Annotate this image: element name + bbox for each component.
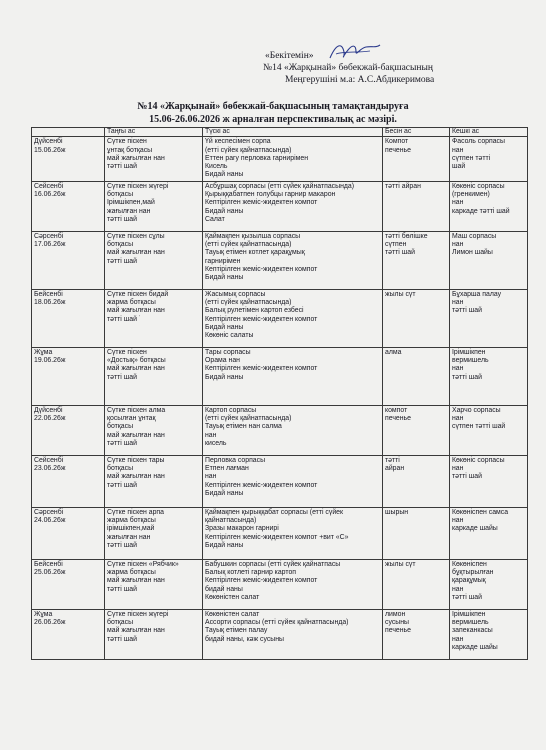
lunch-cell: Жасымық сорпасы (етті сүйек қайнатпасында) Балық рулетімен картоп езбесі Кептірілген жеміс-жидектен компот Бидай наны Көкөніс салаты <box>203 289 383 347</box>
snack-cell: шырын <box>383 507 450 559</box>
snack-cell: Компот печенье <box>383 137 450 181</box>
table-row <box>32 507 528 559</box>
breakfast-cell: Сүтке піскен бидай жарма ботқасы май жағылған нан тәтті шай ˙ <box>105 289 203 347</box>
lunch-cell: Қаймақпен қырыққабат сорпасы (етті сүйек қайнатпасында) Зразы макарон гарнирі Кептірілген жеміс-жидектен компот +вит «С» Бидай наны <box>203 507 383 559</box>
day-cell: Бейсенбі 25.06.26ж <box>32 559 105 609</box>
breakfast-cell: Сүтке піскен арпа жарма ботқасы ірімшікпен,май жағылған нан тәтті шай <box>105 507 203 559</box>
header-day <box>32 128 105 137</box>
day-cell: Сәрсенбі 24.06.26ж <box>32 507 105 559</box>
approval-block <box>255 50 434 86</box>
breakfast-cell: Сүтке піскен ұнтақ ботқасы май жағылған нан тәтті шай <box>105 137 203 181</box>
approval-line-3: Меңгерушіні м.а: А.С.Абдикеримова <box>285 75 435 85</box>
snack-cell: жылы сүт <box>383 559 450 609</box>
lunch-cell: Көкөністен салат Ассорти сорпасы (етті сүйек қайнатпасында) Тауық етімен палау бидай наны, кәж сусыны <box>203 609 383 659</box>
table-row <box>32 405 528 455</box>
lunch-cell: Асбұршақ сорпасы (етті сүйек қайнатпасында) Қырыққабатпен голубцы гарнир макарон Кептірілген жеміс-жидектен компот Бидай наны Салат <box>203 181 383 231</box>
header-breakfast: Таңғы ас <box>105 128 203 137</box>
breakfast-cell: Сүтке піскен жүгері ботқасы Ірімшікпен,май жағылған нан тәтті шай <box>105 181 203 231</box>
snack-cell: жылы сүт <box>383 289 450 347</box>
dinner-cell: Көкөніспен самса нан каркаде шайы <box>450 507 528 559</box>
snack-cell: компот печенье <box>383 405 450 455</box>
dinner-cell: Фасоль сорпасы нан сүтпен тәтті шай <box>450 137 528 181</box>
snack-cell: алма <box>383 347 450 405</box>
table-row <box>32 231 528 289</box>
document-title-line-2: 15.06-26.06.2026 ж арналған перспективалық ас мәзірі. <box>149 114 397 125</box>
breakfast-cell: Сүтке піскен тары ботқасы май жағылған нан тәтті шай <box>105 455 203 507</box>
day-cell: Жұма 19.06.26ж <box>32 347 105 405</box>
lunch-cell: Перловка сорпасы Етпен лағман нан Кептірілген жеміс-жидектен компот Бидай наны <box>203 455 383 507</box>
breakfast-cell: Сүтке піскен «Достық» ботқасы май жағылған нан тәтті шай <box>105 347 203 405</box>
breakfast-cell: Сүтке піскен сұлы ботқасы май жағылған нан тәтті шай <box>105 231 203 289</box>
day-cell: Сейсенбі 16.06.26ж <box>32 181 105 231</box>
lunch-cell: Қаймақпен қызылша сорпасы (етті сүйек қайнатпасында) Тауық етімен котлет қарақұмық гарнирімен Кептірілген жеміс-жидектен компот Бидай наны <box>203 231 383 289</box>
header-lunch: Түскі ас <box>203 128 383 137</box>
day-cell: Бейсенбі 18.06.26ж <box>32 289 105 347</box>
menu-table <box>31 127 528 660</box>
approval-line-2: №14 «Жарқынай» бөбекжай-бақшасының <box>263 63 433 73</box>
table-header-row <box>32 128 528 137</box>
dinner-cell: Бұхарша палау нан тәтті шай <box>450 289 528 347</box>
dinner-cell: Көкөніс сорпасы нан тәтті шай <box>450 455 528 507</box>
table-row <box>32 137 528 181</box>
day-cell: Сейсенбі 23.06.26ж <box>32 455 105 507</box>
lunch-cell: Бабушкин сорпасы (етті сүйек қайнатпасы Балық котлеті гарнир картоп Кептірілген жеміс-жидектен компот бидай наны Көкөністен салат <box>203 559 383 609</box>
lunch-cell: Тары сорпасы Орама нан Кептірілген жеміс-жидектен компот Бидай наны <box>203 347 383 405</box>
dinner-cell: Харчо сорпасы нан сүтпен тәтті шай <box>450 405 528 455</box>
day-cell: Дүйсенбі 15.06.26ж <box>32 137 105 181</box>
table-row <box>32 609 528 659</box>
approval-line-1: «Бекітемін» <box>265 51 314 61</box>
breakfast-cell: Сүтке піскен «Рябчик» жарма ботқасы май жағылған нан тәтті шай <box>105 559 203 609</box>
document-title-line-1: №14 «Жарқынай» бөбекжай-бақшасының тамақтандыруға <box>137 101 409 112</box>
breakfast-cell: Сүтке піскен алма қосылған ұнтақ ботқасы май жағылған нан тәтті шай <box>105 405 203 455</box>
header-dinner: Кешкі ас <box>450 128 528 137</box>
dinner-cell: Көкөніс сорпасы (гренкимен) нан каркаде тәтті шай <box>450 181 528 231</box>
lunch-cell: Картоп сорпасы (етті сүйек қайнатпасында) Тауық етімен нан салма нан кисель <box>203 405 383 455</box>
day-cell: Жұма 26.06.26ж <box>32 609 105 659</box>
dinner-cell: Ірімшікпен вермишель нан тәтті шай <box>450 347 528 405</box>
breakfast-cell: Сүтке піскен жүгері ботқасы май жағылған нан тәтті шай <box>105 609 203 659</box>
table-row <box>32 289 528 347</box>
day-cell: Сәрсенбі 17.06.26ж <box>32 231 105 289</box>
dinner-cell: Ірімшікпен вермишель запеканкасы нан каркаде шайы <box>450 609 528 659</box>
snack-cell: лимон сусыны печенье <box>383 609 450 659</box>
dinner-cell: Маш сорпасы нан Лимон шайы <box>450 231 528 289</box>
table-row <box>32 347 528 405</box>
snack-cell: тәтті айран <box>383 455 450 507</box>
table-row <box>32 181 528 231</box>
header-snack: Бесін ас <box>383 128 450 137</box>
table-row <box>32 559 528 609</box>
table-row <box>32 455 528 507</box>
day-cell: Дүйсенбі 22.06.26ж <box>32 405 105 455</box>
snack-cell: тәтті бөлішке сүтпен тәтті шай <box>383 231 450 289</box>
dinner-cell: Көкөніспен бұқтырылған қарақұмық нан тәтті шай <box>450 559 528 609</box>
lunch-cell: Үй кеспесімен сорпа (етті сүйек қайнатпасында) Еттен рагу перловка гарнирімен Кисель Бидай наны <box>203 137 383 181</box>
snack-cell: тәтті айран <box>383 181 450 231</box>
